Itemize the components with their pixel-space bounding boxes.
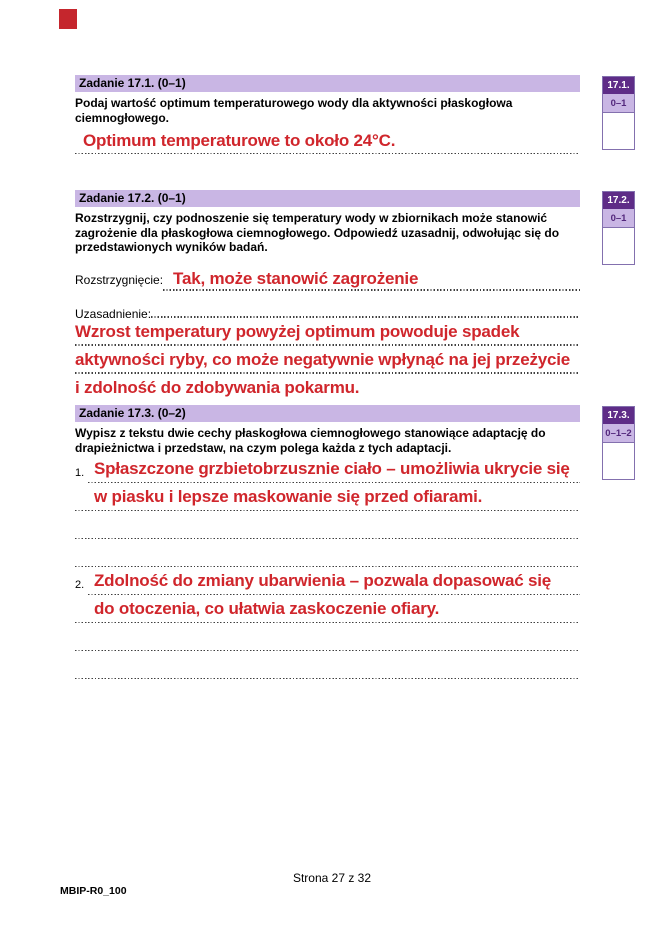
- answer-line-item-2: [75, 567, 580, 595]
- task-body-line: Rozstrzygnij, czy podnoszenie się temperatury wody w zbiornikach może stanowić: [75, 211, 548, 225]
- score-box-task-label: 17.2.: [603, 192, 634, 209]
- task-title: Zadanie 17.3. (0–2): [79, 406, 186, 420]
- answer-line: [75, 595, 580, 623]
- decision-row: [75, 267, 580, 291]
- answer-line-empty: [75, 511, 580, 539]
- task-body-line: Podaj wartość optimum temperaturowego wody dla aktywności płaskogłowa: [75, 96, 513, 110]
- answer-line: [75, 346, 580, 374]
- score-box-17-2: [602, 191, 635, 265]
- handwritten-answer-text: do otoczenia, co ułatwia zaskoczenie ofiary.: [94, 599, 440, 618]
- score-box-empty-cell: [603, 228, 634, 264]
- task-title: Zadanie 17.2. (0–1): [79, 191, 186, 205]
- answer-line: [75, 483, 580, 511]
- task-section-17-3: [75, 405, 580, 679]
- justification-answer-line: [151, 298, 580, 318]
- handwritten-answer-text: Tak, może stanowić zagrożenie: [173, 268, 419, 288]
- answer-line: [75, 374, 580, 402]
- answer-line-empty: [75, 623, 580, 651]
- score-box-points-scale: 0–1: [603, 209, 634, 228]
- task-body-line: ciemnogłowego.: [75, 110, 170, 125]
- task-title: Zadanie 17.1. (0–1): [79, 76, 186, 90]
- page-number: Strona 27 z 32: [292, 871, 372, 885]
- task-body-line: drapieżnictwa i przedstaw, na czym polega każda z tych adaptacji.: [75, 440, 452, 455]
- score-box-points-scale: 0–1–2: [603, 424, 634, 443]
- score-box-17-3: [602, 406, 635, 480]
- answer-line-empty: [75, 539, 580, 567]
- answer-line-empty: [75, 651, 580, 679]
- handwritten-answer-text: aktywności ryby, co może negatywnie wpłynąć na jej przeżycie: [75, 349, 571, 369]
- justification-label: Uzasadnienie:: [75, 306, 152, 321]
- task-body-line: zagrożenie dla płaskogłowa ciemnogłowego. Odpowiedź uzasadnij, odwołując się do: [75, 225, 560, 240]
- handwritten-answer-text: Zdolność do zmiany ubarwienia – pozwala dopasować się: [94, 571, 552, 590]
- corner-registration-mark: [59, 9, 77, 29]
- task-section-17-1: [75, 75, 580, 154]
- task-section-17-2: [75, 190, 580, 402]
- handwritten-answer-text: w piasku i lepsze maskowanie się przed ofiarami.: [94, 487, 483, 506]
- task-body: [75, 211, 580, 255]
- task-header-band: [75, 405, 580, 422]
- dotted-answer-rule: [75, 678, 580, 680]
- handwritten-answer-text: i zdolność do zdobywania pokarmu.: [75, 377, 360, 397]
- score-box-17-1: [602, 76, 635, 150]
- score-box-empty-cell: [603, 113, 634, 149]
- justification-row: [75, 298, 580, 321]
- decision-label: Rozstrzygnięcie:: [75, 272, 164, 287]
- answer-line: [75, 128, 580, 154]
- handwritten-answer-text: Spłaszczone grzbietobrzusznie ciało – umożliwia ukrycie się: [94, 459, 570, 478]
- item-number: 1.: [75, 467, 85, 479]
- task-body: [75, 426, 580, 455]
- answer-line: [75, 318, 580, 346]
- task-header-band: [75, 190, 580, 207]
- score-box-points-scale: 0–1: [603, 94, 634, 113]
- dotted-answer-rule: [75, 153, 580, 155]
- task-body: [75, 96, 580, 125]
- score-box-empty-cell: [603, 443, 634, 479]
- handwritten-answer-text: Optimum temperaturowe to około 24°C.: [83, 131, 396, 150]
- task-body-line: Wypisz z tekstu dwie cechy płaskogłowa ciemnogłowego stanowiące adaptację do: [75, 426, 546, 440]
- answer-line-item-1: [75, 455, 580, 483]
- dotted-answer-rule: [163, 289, 580, 291]
- form-code: MBIP-R0_100: [60, 885, 127, 897]
- score-box-task-label: 17.3.: [603, 407, 634, 424]
- item-number: 2.: [75, 579, 85, 591]
- task-header-band: [75, 75, 580, 92]
- task-body-line: przedstawionych wyników badań.: [75, 240, 268, 254]
- score-box-task-label: 17.1.: [603, 77, 634, 94]
- handwritten-answer-text: Wzrost temperatury powyżej optimum powoduje spadek: [75, 321, 520, 341]
- decision-answer-line: [163, 267, 580, 291]
